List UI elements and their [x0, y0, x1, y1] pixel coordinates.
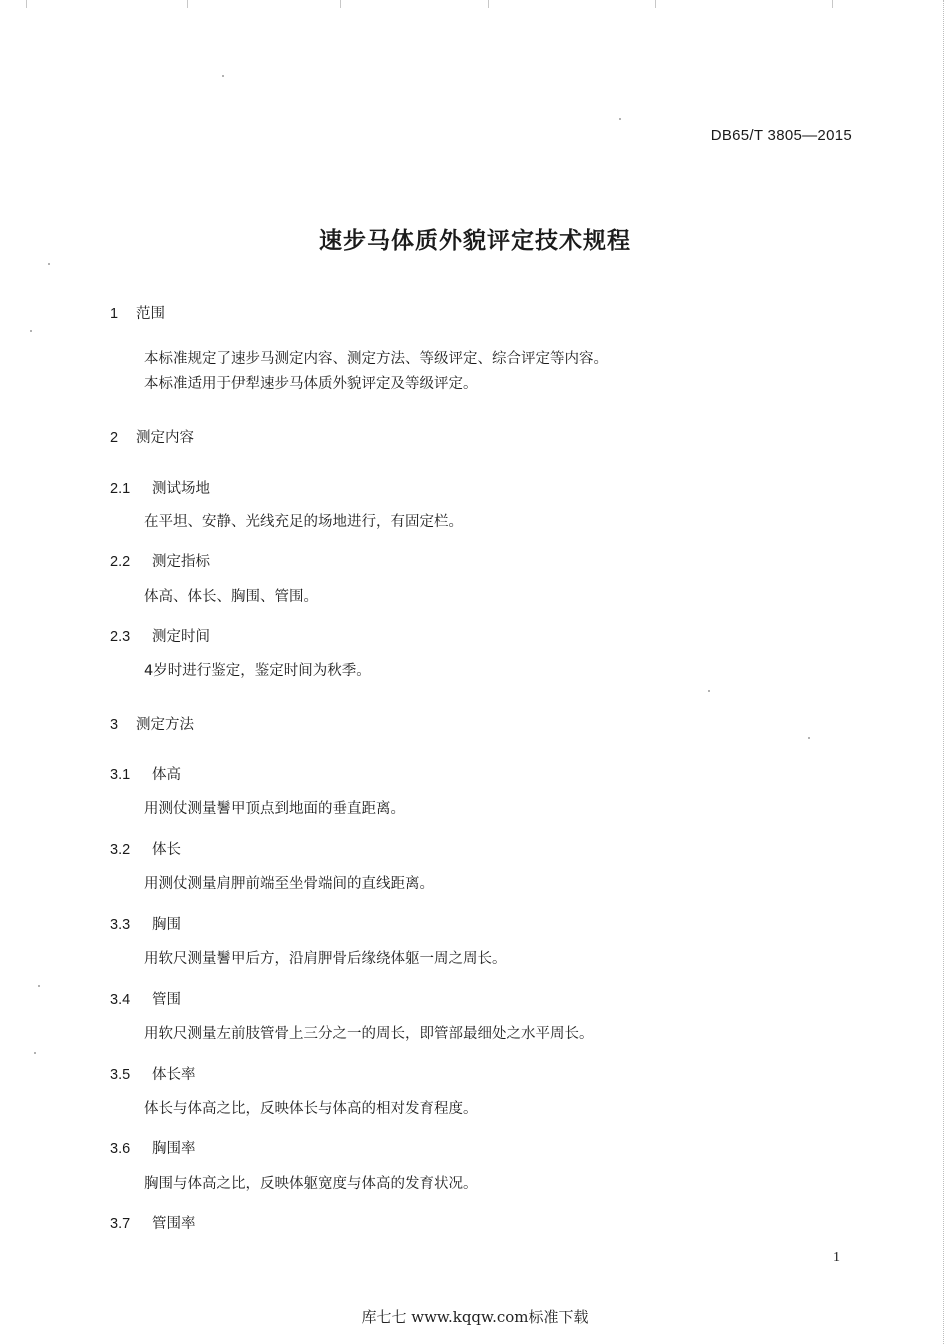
scan-mark — [187, 0, 188, 8]
section-number: 3.4 — [110, 992, 131, 1008]
scan-speck — [34, 1052, 36, 1054]
section-title: 测定指标 — [152, 554, 210, 570]
paragraph: 在平坦、安静、光线充足的场地进行，有固定栏。 — [144, 514, 463, 530]
scan-edge — [943, 0, 950, 1344]
scan-speck — [619, 118, 621, 120]
scan-speck — [38, 985, 40, 987]
paragraph: 用软尺测量鬐甲后方，沿肩胛骨后缘绕体躯一周之周长。 — [144, 951, 507, 967]
section-title: 胸围 — [152, 917, 181, 933]
section-number: 3.1 — [110, 767, 131, 783]
section-number: 2 — [110, 430, 119, 446]
scan-mark — [832, 0, 833, 8]
subsection-heading-3-3 — [110, 913, 181, 934]
section-number: 2.1 — [110, 481, 131, 497]
scan-speck — [30, 330, 32, 332]
scan-speck — [222, 75, 224, 77]
scan-mark — [340, 0, 341, 8]
section-number: 3.2 — [110, 842, 131, 858]
section-number: 2.3 — [110, 629, 131, 645]
section-heading-2 — [110, 426, 194, 447]
subsection-heading-3-6 — [110, 1137, 196, 1158]
paragraph: 体长与体高之比，反映体长与体高的相对发育程度。 — [144, 1101, 478, 1117]
scan-speck — [48, 263, 50, 265]
section-title: 管围率 — [152, 1216, 196, 1232]
subsection-heading-3-2 — [110, 838, 181, 859]
scan-mark — [26, 0, 27, 8]
paragraph: 本标准规定了速步马测定内容、测定方法、等级评定、综合评定等内容。 — [144, 351, 608, 367]
section-title: 体高 — [152, 767, 181, 783]
paragraph: 用软尺测量左前肢管骨上三分之一的周长，即管部最细处之水平周长。 — [144, 1026, 594, 1042]
standard-code: DB65/T 3805—2015 — [710, 127, 852, 144]
page-number: 1 — [833, 1250, 840, 1265]
subsection-heading-3-4 — [110, 988, 181, 1009]
scan-mark — [655, 0, 656, 8]
scan-speck — [808, 737, 810, 739]
section-title: 测定内容 — [136, 430, 194, 446]
section-title: 体长率 — [152, 1067, 196, 1083]
paragraph: 胸围与体高之比，反映体躯宽度与体高的发育状况。 — [144, 1176, 478, 1192]
paragraph: 用测仗测量肩胛前端至坐骨端间的直线距离。 — [144, 876, 434, 892]
section-title: 测试场地 — [152, 481, 210, 497]
section-title: 范围 — [136, 306, 165, 322]
section-title: 测定时间 — [152, 629, 210, 645]
paragraph: 本标准适用于伊犁速步马体质外貌评定及等级评定。 — [144, 376, 478, 392]
section-heading-3 — [110, 713, 194, 734]
scan-speck — [708, 690, 710, 692]
subsection-heading-2-1 — [110, 477, 210, 498]
section-number: 3.7 — [110, 1216, 131, 1232]
subsection-heading-3-7 — [110, 1212, 196, 1233]
section-title: 体长 — [152, 842, 181, 858]
paragraph: 4岁时进行鉴定，鉴定时间为秋季。 — [144, 663, 371, 679]
subsection-heading-3-1 — [110, 763, 181, 784]
section-number: 3.6 — [110, 1141, 131, 1157]
subsection-heading-3-5 — [110, 1063, 196, 1084]
scan-mark — [488, 0, 489, 8]
section-title: 管围 — [152, 992, 181, 1008]
section-number: 2.2 — [110, 554, 131, 570]
subsection-heading-2-3 — [110, 625, 210, 646]
footer-watermark-text: 库七七 www.kqqw.com标准下载 — [361, 1308, 589, 1326]
section-number: 3 — [110, 717, 119, 733]
section-title: 测定方法 — [136, 717, 194, 733]
document-title: 速步马体质外貌评定技术规程 — [319, 228, 631, 254]
subsection-heading-2-2 — [110, 550, 210, 571]
section-number: 3.5 — [110, 1067, 131, 1083]
section-number: 3.3 — [110, 917, 131, 933]
section-heading-1 — [110, 302, 165, 323]
section-number: 1 — [110, 306, 119, 322]
section-title: 胸围率 — [152, 1141, 196, 1157]
paragraph: 体高、体长、胸围、管围。 — [144, 589, 318, 605]
paragraph: 用测仗测量鬐甲顶点到地面的垂直距离。 — [144, 801, 405, 817]
